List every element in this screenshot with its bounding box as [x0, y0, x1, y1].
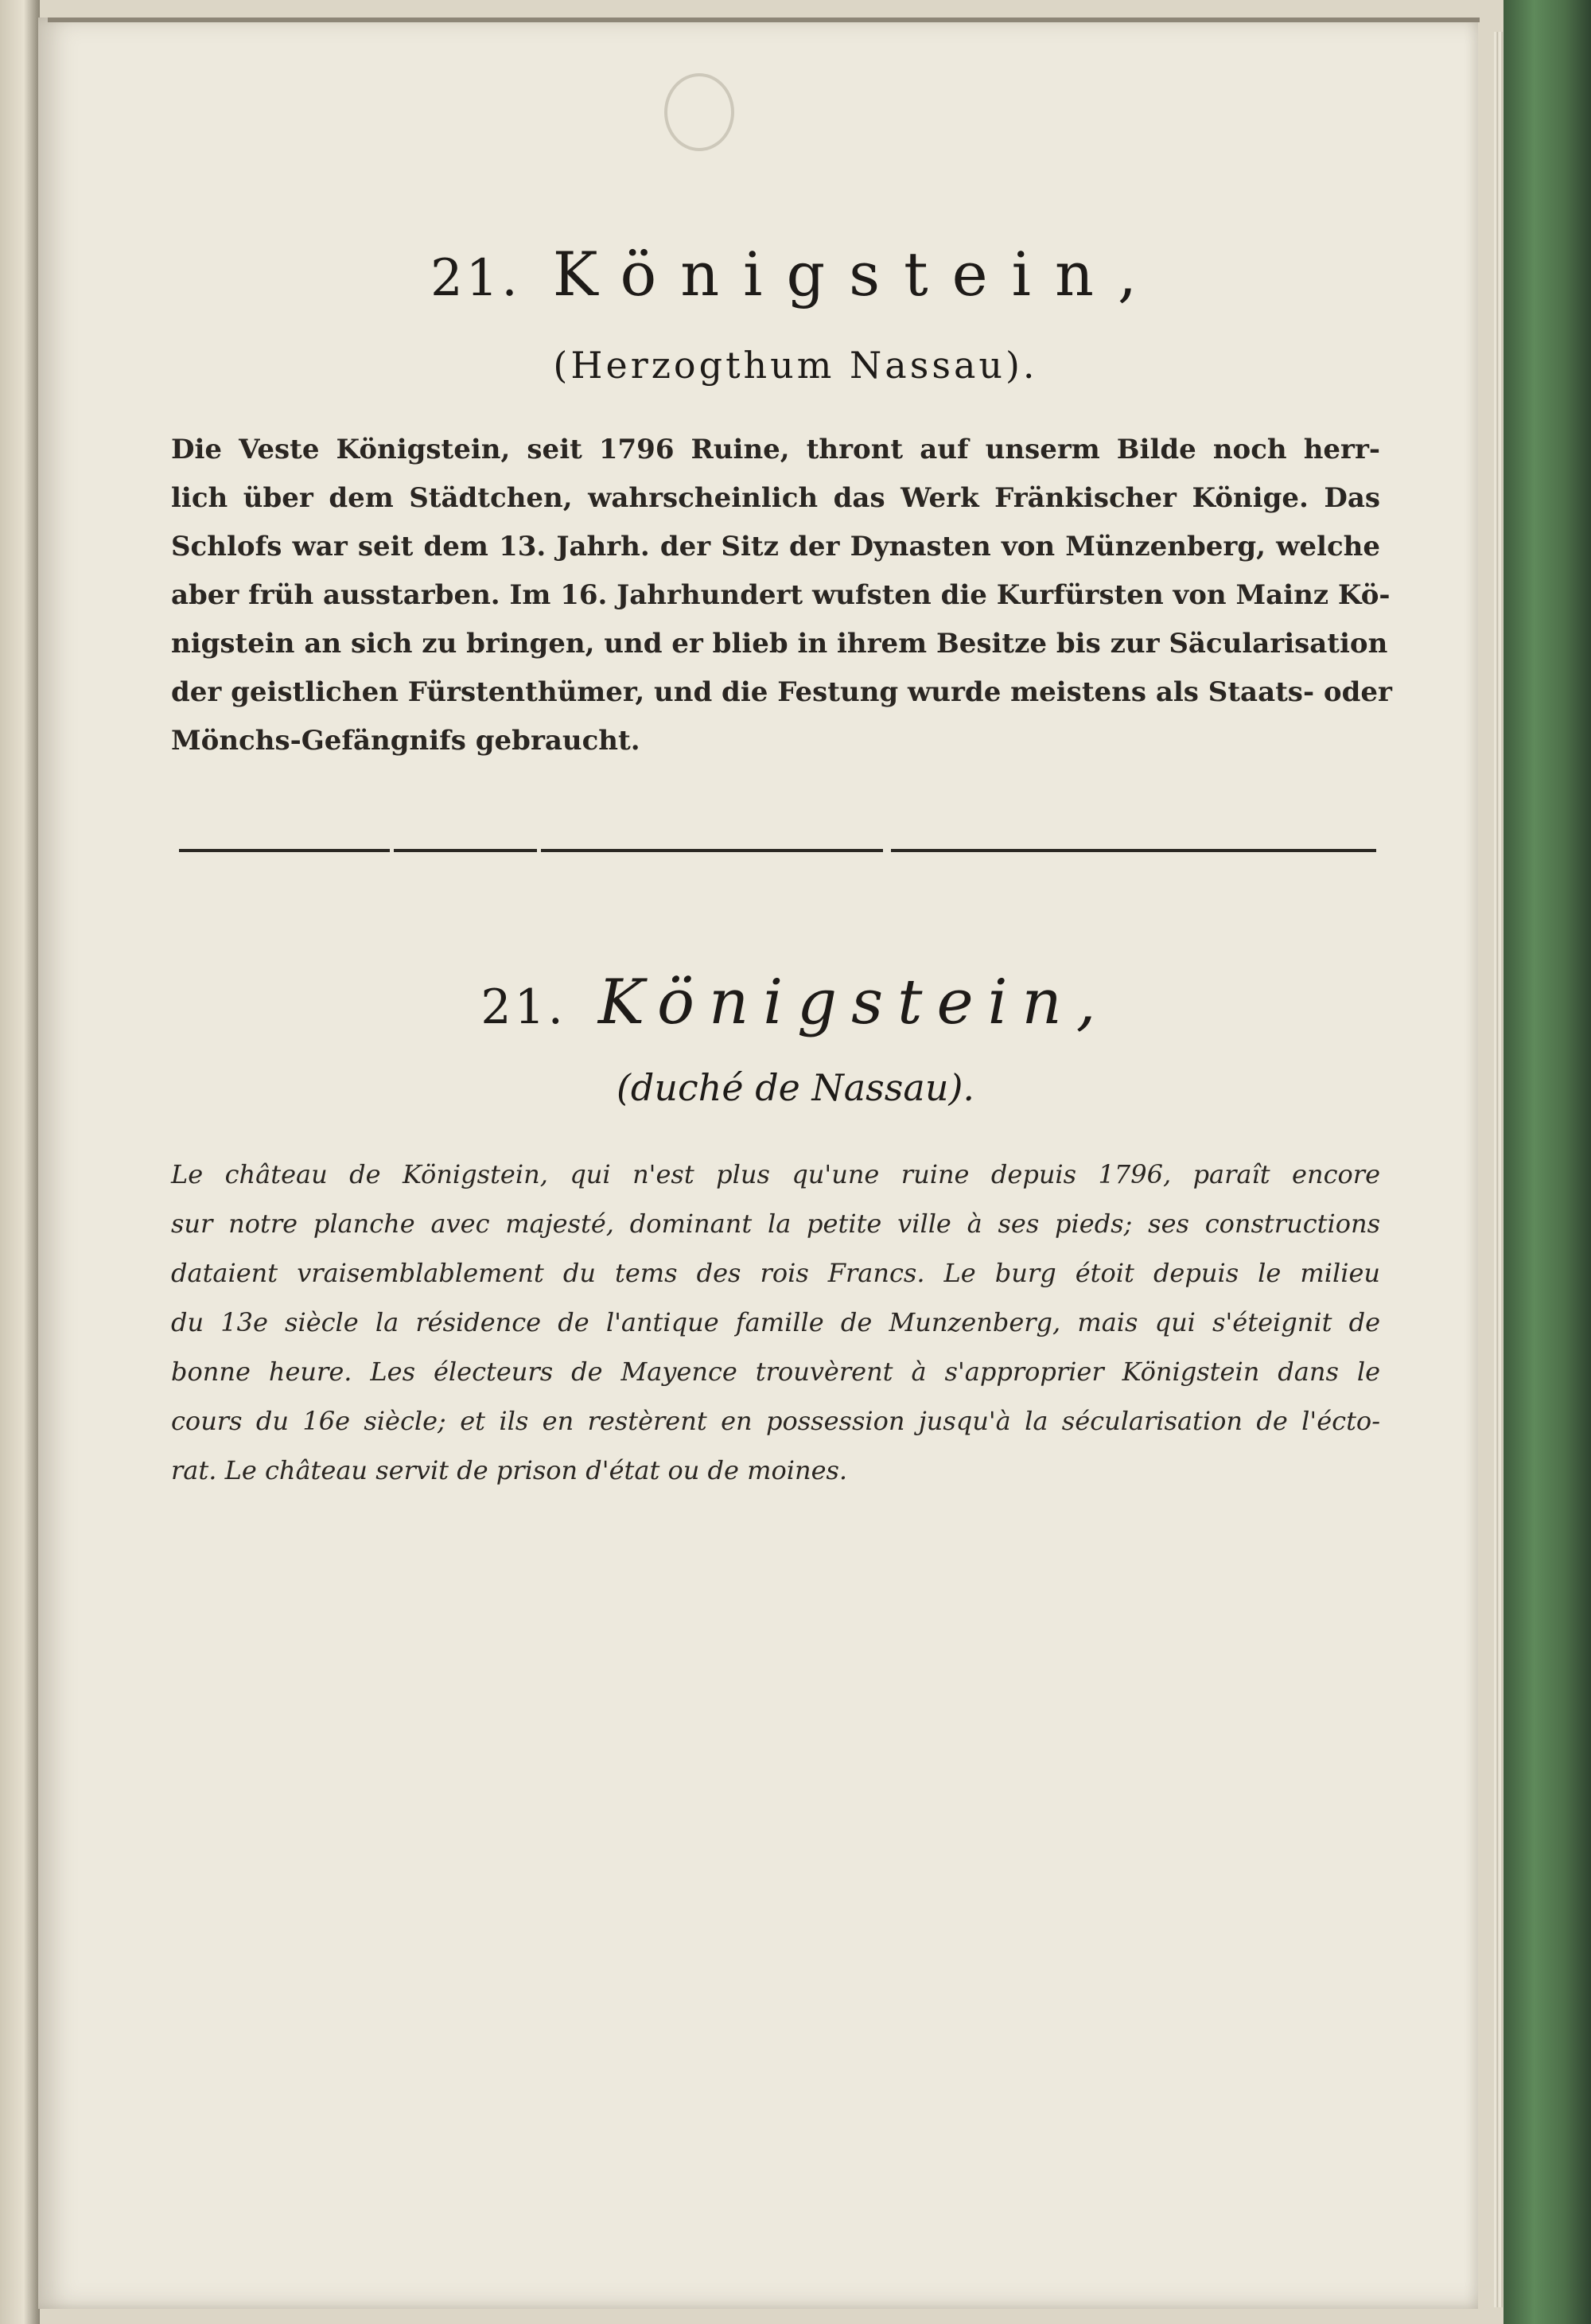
french-heading-title: Königstein,: [597, 967, 1111, 1038]
french-heading: [0, 967, 1591, 1038]
french-line: bonne heure. Les électeurs de Mayence trouvèrent à s'approprier Königstein dans le: [171, 1357, 1380, 1387]
german-paragraph: [171, 426, 1392, 765]
french-heading-number: 21.: [480, 979, 566, 1035]
divider-rule: [891, 849, 1376, 852]
french-paragraph: [171, 1150, 1380, 1495]
german-line: der geistlichen Fürstenthümer, und die Festung wurde meistens als Staats- oder: [171, 676, 1392, 708]
page-top-edge: [48, 18, 1480, 22]
german-line: Die Veste Königstein, seit 1796 Ruine, thront auf unserm Bilde noch herr-: [171, 434, 1380, 465]
french-line: Le château de Königstein, qui n'est plus qu'une ruine depuis 1796, paraît encore: [171, 1159, 1380, 1189]
german-line: lich über dem Städtchen, wahrscheinlich das Werk Fränkischer Könige. Das: [171, 482, 1380, 514]
french-line: cours du 16e siècle; et ils en restèrent en possession jusqu'à la sécularisation de l'écto-: [171, 1406, 1380, 1436]
german-subtitle: (Herzogthum Nassau).: [553, 344, 1038, 387]
german-line: aber früh ausstarben. Im 16. Jahrhundert wufsten die Kurfürsten von Mainz Kö-: [171, 579, 1391, 611]
german-heading-title: Königstein,: [552, 239, 1161, 309]
divider-rule: [541, 849, 883, 852]
german-heading: [0, 239, 1591, 309]
divider-rule: [179, 849, 390, 852]
french-line: du 13e siècle la résidence de l'antique famille de Munzenberg, mais qui s'éteignit de: [171, 1307, 1380, 1337]
french-line: rat. Le château servit de prison d'état ou de moines.: [171, 1455, 848, 1485]
german-line: Mönchs-Gefängnifs gebraucht.: [171, 725, 640, 757]
divider-rule: [394, 849, 537, 852]
german-line: nigstein an sich zu bringen, und er blieb in ihrem Besitze bis zur Säcularisation: [171, 628, 1388, 660]
german-heading-number: 21.: [430, 249, 521, 308]
paper-hole-mark: [664, 73, 734, 151]
french-line: sur notre planche avec majesté, dominant la petite ville à ses pieds; ses constructions: [171, 1209, 1380, 1239]
french-line: dataient vraisemblablement du tems des rois Francs. Le burg étoit depuis le milieu: [171, 1258, 1380, 1288]
german-line: Schlofs war seit dem 13. Jahrh. der Sitz der Dynasten von Münzenberg, welche: [171, 531, 1380, 563]
french-subtitle: (duché de Nassau).: [616, 1066, 975, 1109]
